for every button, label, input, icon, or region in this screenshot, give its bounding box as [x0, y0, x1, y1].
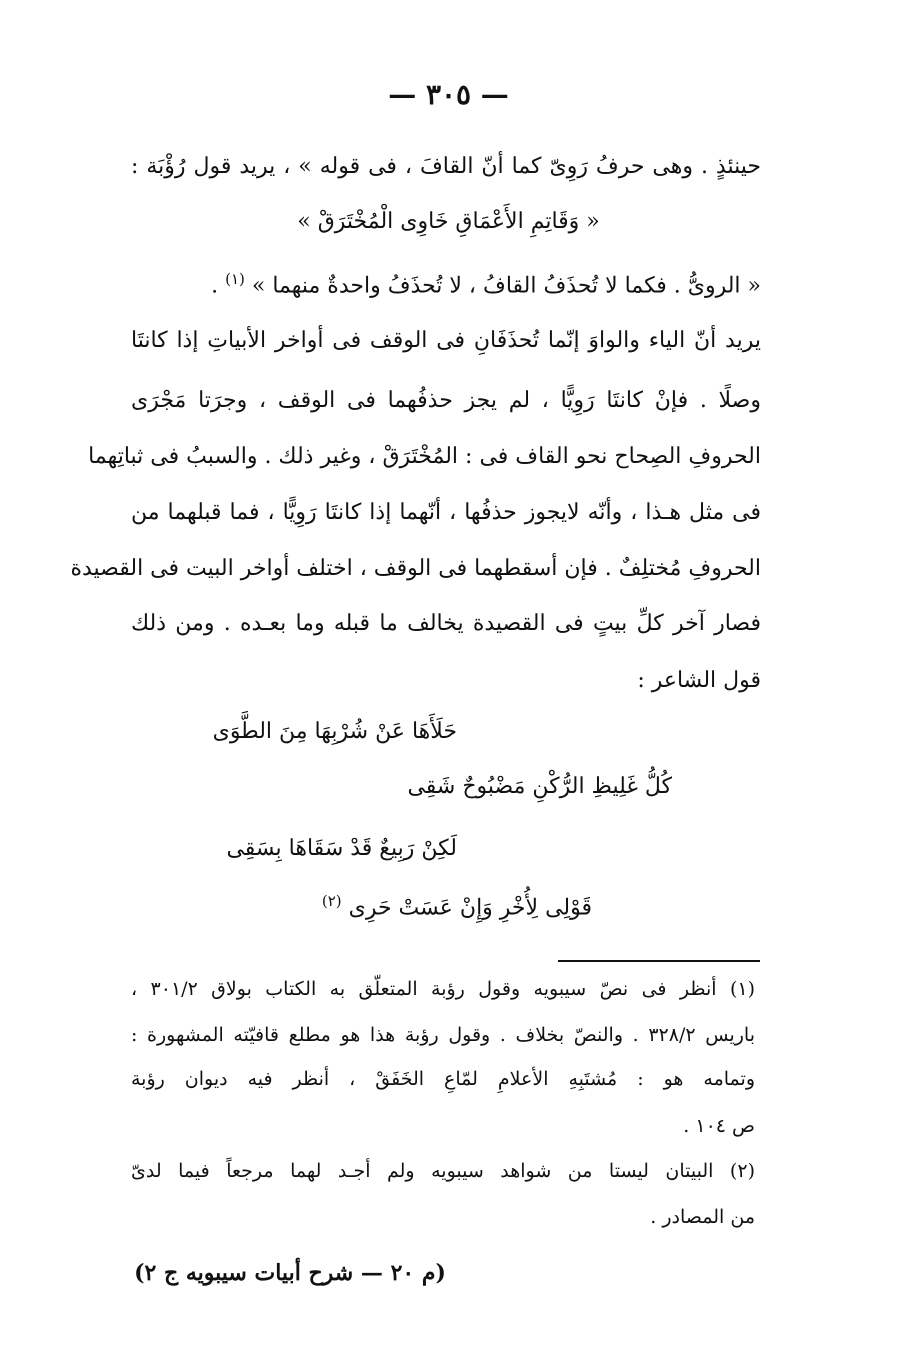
footnote-1-line-3: وتمامه هو : مُشتَبِهِ الأعلامِ لمّاعِ الخَفَقْ ، أنظر فيه ديوان رؤبة	[131, 1068, 755, 1090]
verse-1-first-hemistich: حَلَأَهَا عَنْ شُرْبِهَا مِنَ الطَّوَى	[212, 719, 457, 744]
body-line-8: الحروفِ مُختلِفٌ . فإن أسقطهما فى الوقف ، اختلف أواخر البيت فى القصيدة	[70, 556, 761, 581]
footnote-marker-2: (٢)	[321, 892, 342, 910]
body-line-1: حينئذٍ . وهى حرفُ رَوِىّ كما أنّ القافَ ، فى قوله » ، يريد قول رُؤْبَة :	[131, 154, 761, 179]
verse-2-second-text: قَوْلِى لِأُخْرِ وَإِنْ عَسَتْ حَرِى	[348, 895, 592, 921]
body-line-4: يريد أنّ الياء والواوَ إنّما تُحذَفَانِ فى الوقف فى أواخر الأبياتِ إذا كانتَا	[131, 328, 761, 353]
footnote-marker-1: (١)	[225, 270, 245, 288]
body-line-5: وصلًا . فإنْ كانتَا رَوِيًّا ، لم يجز حذفُهما فى الوقف ، وجرَتا مَجْرَى	[131, 388, 761, 413]
footnote-2-line-2: من المصادر .	[650, 1206, 755, 1228]
body-line-7: فى مثل هـذا ، وأنّه لايجوز حذفُها ، أنّهما إذا كانتَا رَوِيًّا ، فما قبلهما من	[131, 500, 761, 525]
body-line-3	[131, 262, 761, 303]
footnote-separator	[558, 960, 760, 962]
signature-reference: (م ٢٠ — شرح أبيات سيبويه ج ٢)	[134, 1260, 446, 1286]
footnote-1-line-4: ص ١٠٤ .	[683, 1115, 755, 1137]
footnote-1-line-1: (١) أنظر فى نصّ سيبويه وقول رؤبة المتعلّق به الكتاب بولاق ٣٠١/٢ ،	[131, 978, 756, 1000]
verse-2-first-hemistich: لَكِنْ رَبِيعٌ قَدْ سَقَاهَا بِسَقِى	[226, 836, 457, 861]
page-number: — ٣٠٥ —	[388, 78, 509, 111]
footnote-1-line-2: باريس ٣٢٨/٢ . والنصّ بخلاف . وقول رؤبة هذا هو مطلع قافيّته المشهورة :	[131, 1024, 755, 1046]
body-line-3-text: « الروىُّ . فكما لا تُحذَفُ القافُ ، لا تُحذَفُ واحدةٌ منهما »	[251, 273, 761, 299]
body-line-3-end: .	[211, 273, 219, 299]
body-line-9: فصار آخر كلِّ بيتٍ فى القصيدة يخالف ما قبله وما بعـده . ومن ذلك	[131, 611, 761, 636]
body-line-6: الحروفِ الصِحاح نحو القاف فى : المُخْتَرَقْ ، وغير ذلك . والسببُ فى ثباتِهما	[88, 444, 761, 469]
quoted-verse-line: « وَقَاتِمِ الأَعْمَاقِ خَاوِى الْمُخْتَرَقْ »	[297, 209, 600, 234]
verse-2-second-hemistich	[322, 884, 592, 925]
verse-1-second-hemistich: كُلُّ غَلِيظِ الرُّكْنِ مَضْبُوحٌ شَقِى	[407, 774, 672, 799]
footnote-2-line-1: (٢) البيتان ليستا من شواهد سيبويه ولم أجـد لهما مرجعاً فيما لدىّ	[131, 1160, 755, 1182]
body-line-10: قول الشاعر :	[637, 668, 761, 693]
